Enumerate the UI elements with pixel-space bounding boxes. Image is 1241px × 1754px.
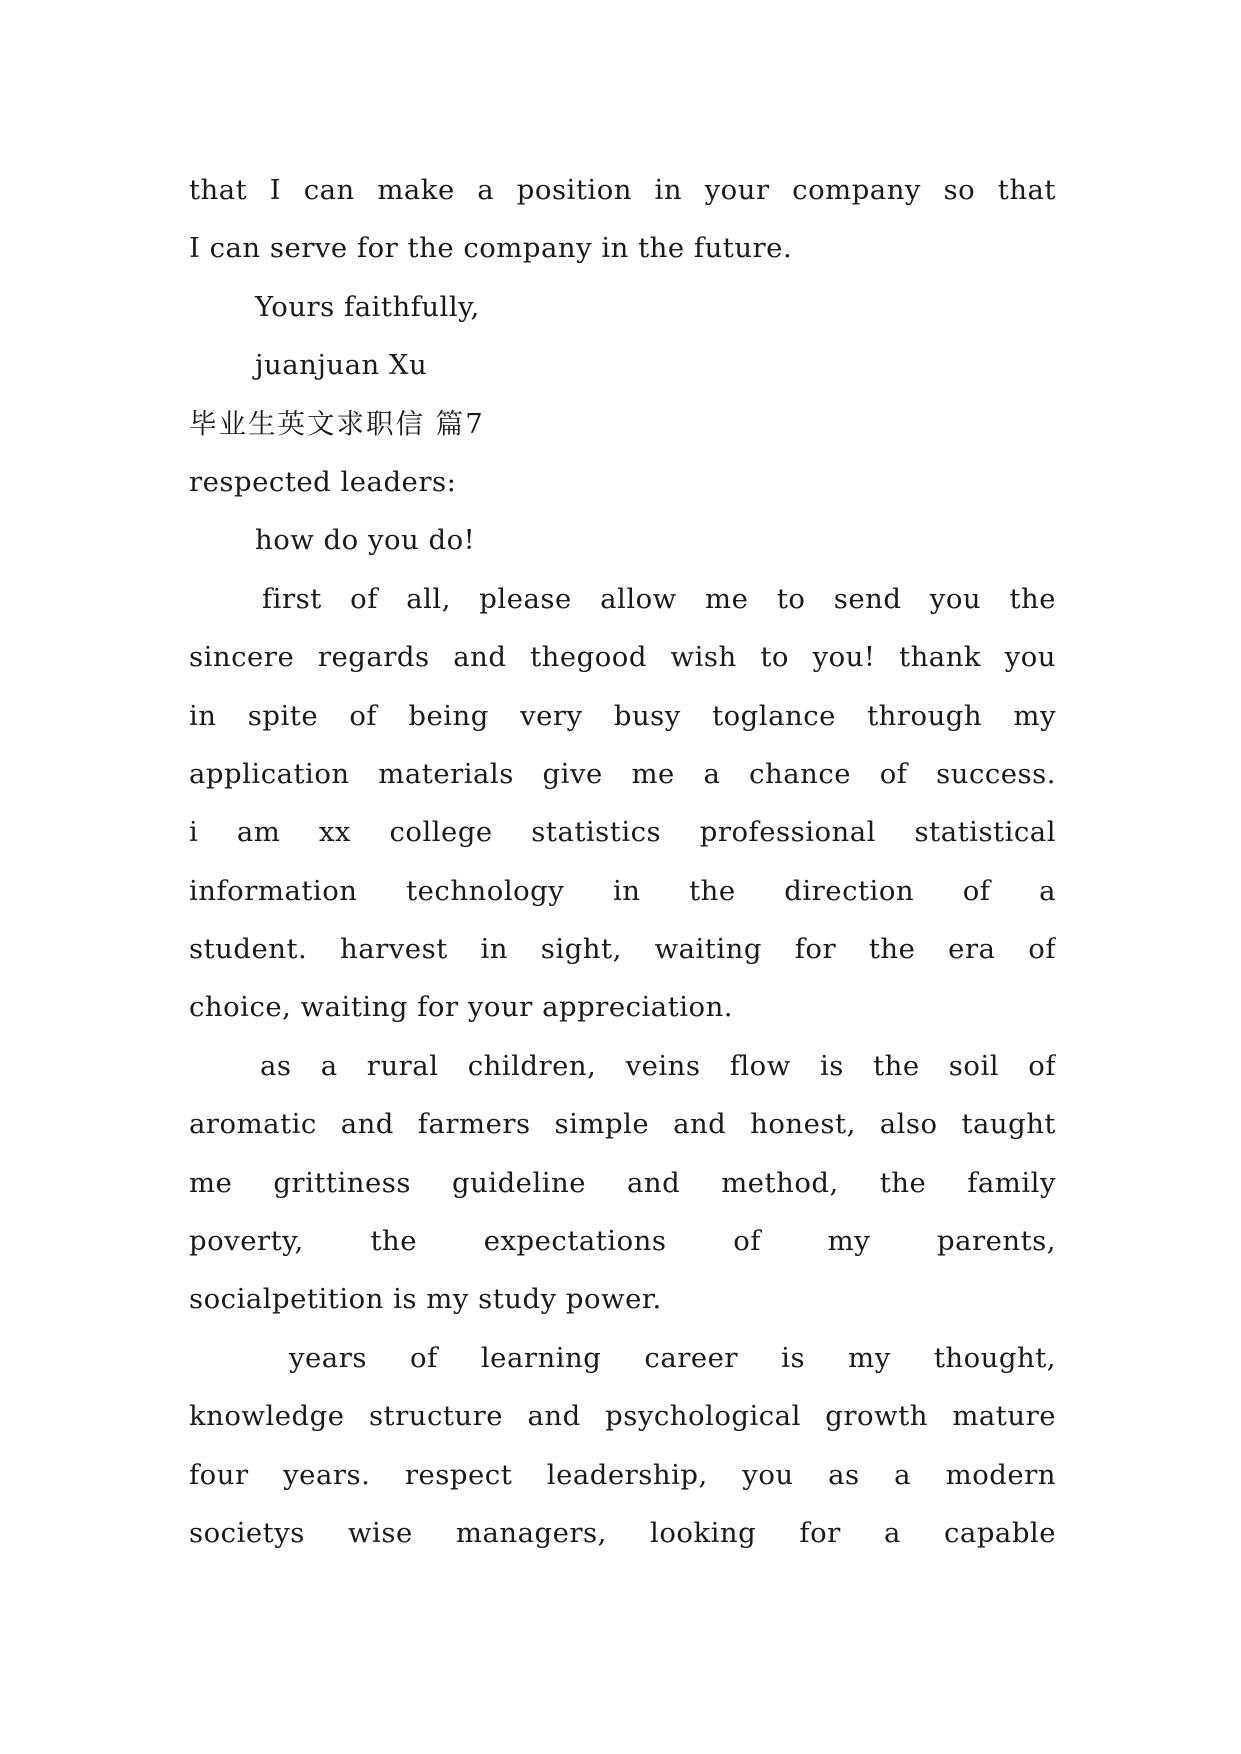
text-line: knowledge structure and psychological growth mature (189, 1400, 1056, 1433)
letter-body (189, 161, 1056, 1562)
text-line: first of all, please allow me to send you the (262, 582, 1056, 615)
text-line: information technology in the direction of a (189, 874, 1056, 907)
text-line: I can serve for the company in the future. (189, 232, 793, 265)
text-line: application materials give me a chance of success. (189, 757, 1056, 790)
text-line: years of learning career is my thought, (289, 1341, 1056, 1374)
text-line: in spite of being very busy toglance through my (189, 699, 1056, 732)
text-line: as a rural children, veins flow is the soil of (260, 1049, 1056, 1082)
text-line: i am xx college statistics professional statistical (189, 816, 1056, 849)
text-line: societys wise managers, looking for a capable (189, 1516, 1056, 1549)
text-line: me grittiness guideline and method, the family (189, 1166, 1056, 1199)
text-line: aromatic and farmers simple and honest, also taught (189, 1108, 1056, 1141)
text-line: socialpetition is my study power. (189, 1283, 662, 1316)
text-line: student. harvest in sight, waiting for the era of (189, 933, 1056, 966)
text-line: how do you do! (255, 524, 476, 557)
closing-salutation: Yours faithfully, (255, 290, 480, 323)
section-heading: 毕业生英文求职信 篇7 (189, 407, 485, 440)
text-line: sincere regards and thegood wish to you! thank you (189, 641, 1056, 674)
greeting: respected leaders: (189, 465, 457, 498)
text-line: poverty, the expectations of my parents, (189, 1225, 1056, 1258)
text-line: that I can make a position in your company so that (189, 174, 1056, 206)
text-line: choice, waiting for your appreciation. (189, 991, 734, 1024)
signature-name: juanjuan Xu (255, 349, 428, 382)
text-line: four years. respect leadership, you as a modern (189, 1458, 1056, 1491)
